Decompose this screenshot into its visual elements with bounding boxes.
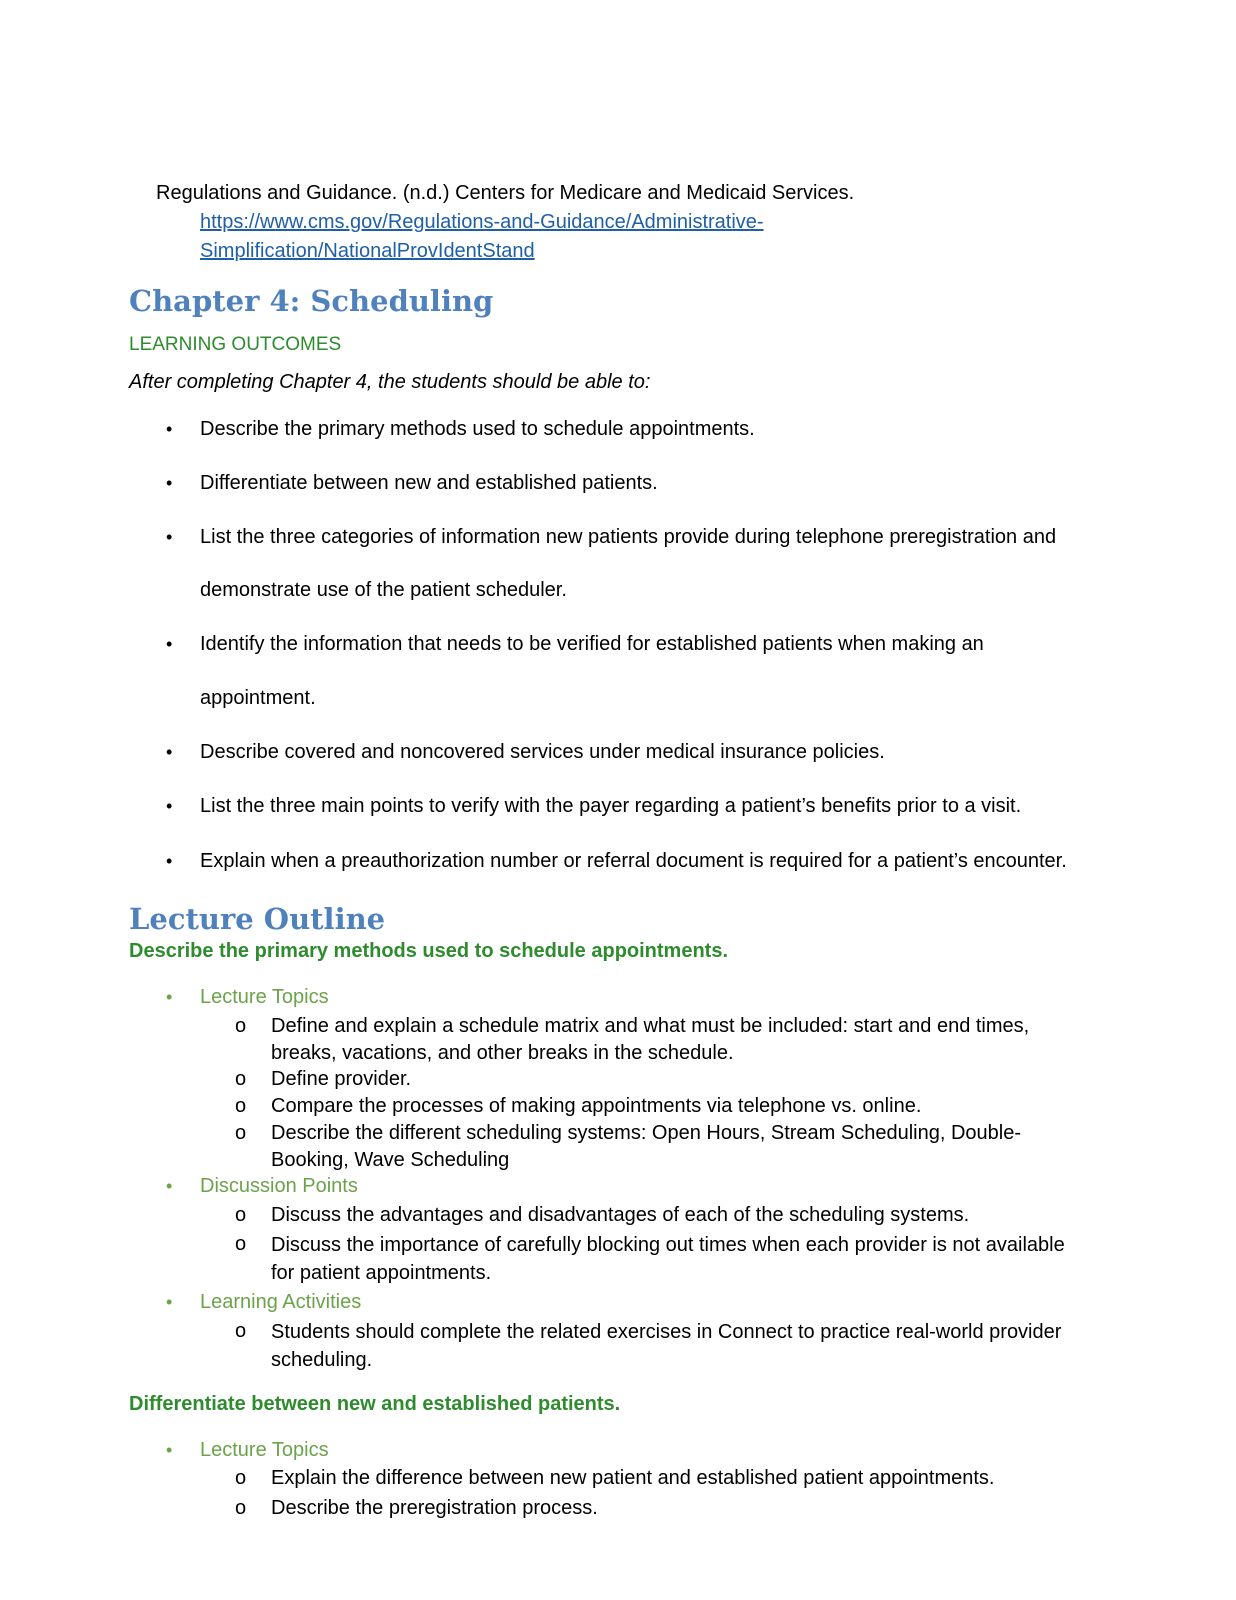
bullet-icon: • [166,742,173,762]
outline-item: Compare the processes of making appointments via telephone vs. online. [271,1095,922,1117]
outline-item: Discuss the advantages and disadvantages of each of the scheduling systems. [271,1204,970,1226]
bullet-icon: • [166,1292,173,1312]
sub-bullet-icon: o [235,1467,247,1489]
sub-bullet-icon: o [235,1015,247,1037]
reference-link-line2[interactable]: Simplification/NationalProvIdentStand [200,240,535,262]
outline-item: Describe the different scheduling systems: Open Hours, Stream Scheduling, Double-Booking, Wave Scheduling [271,1122,1022,1171]
sub-bullet-icon: o [235,1233,247,1255]
sub-bullet-icon: o [235,1204,247,1226]
group-label-lecture-topics: Lecture Topics [200,1439,329,1461]
group-label-lecture-topics: Lecture Topics [200,986,329,1008]
bullet-icon: • [166,987,173,1007]
section-objective: Differentiate between new and established patients. [129,1393,621,1415]
outcome-item: Differentiate between new and established patients. [200,472,658,494]
bullet-icon: • [166,419,173,439]
bullet-icon: • [166,1176,173,1196]
section-objective: Describe the primary methods used to schedule appointments. [129,940,729,962]
group-label-discussion-points: Discussion Points [200,1175,358,1197]
sub-bullet-icon: o [235,1095,247,1117]
bullet-icon: • [166,527,173,547]
bullet-icon: • [166,851,173,871]
sub-bullet-icon: o [235,1497,247,1519]
outcome-item: List the three categories of information new patients provide during telephone preregistration and [200,526,1057,548]
outcome-item: Identify the information that needs to be verified for established patients when making an [200,633,984,655]
outline-item: Define and explain a schedule matrix and what must be included: start and end times, breaks, vacations, and other breaks in the schedule. [271,1015,1030,1064]
bullet-icon: • [166,473,173,493]
outcome-item-continued: demonstrate use of the patient scheduler. [200,579,567,601]
bullet-icon: • [166,1440,173,1460]
outline-item: Define provider. [271,1068,412,1090]
learning-outcomes-heading: LEARNING OUTCOMES [129,334,342,355]
outcome-item-continued: appointment. [200,687,316,709]
outcome-item: Describe covered and noncovered services under medical insurance policies. [200,741,885,763]
outline-item: Students should complete the related exercises in Connect to practice real-world provider scheduling. [271,1321,1062,1371]
outcome-item: List the three main points to verify with the payer regarding a patient’s benefits prior to a visit. [200,795,1022,817]
outline-item: Discuss the importance of carefully blocking out times when each provider is not available for patient appointments. [271,1234,1065,1284]
outcome-item: Describe the primary methods used to schedule appointments. [200,418,755,440]
sub-bullet-icon: o [235,1068,247,1090]
bullet-icon: • [166,634,173,654]
sub-bullet-icon: o [235,1320,247,1342]
bullet-icon: • [166,796,173,816]
reference-link-line1[interactable]: https://www.cms.gov/Regulations-and-Guidance/Administrative- [200,211,764,233]
outcomes-intro: After completing Chapter 4, the students should be able to: [129,371,651,393]
sub-bullet-icon: o [235,1122,247,1144]
outcome-item: Explain when a preauthorization number or referral document is required for a patient’s encounter. [200,850,1067,872]
reference-citation: Regulations and Guidance. (n.d.) Centers for Medicare and Medicaid Services. [156,182,855,204]
outline-item: Describe the preregistration process. [271,1497,598,1519]
lecture-outline-title: Lecture Outline [129,902,386,936]
outline-item: Explain the difference between new patient and established patient appointments. [271,1467,995,1489]
chapter-title: Chapter 4: Scheduling [129,284,494,318]
group-label-learning-activities: Learning Activities [200,1291,362,1313]
